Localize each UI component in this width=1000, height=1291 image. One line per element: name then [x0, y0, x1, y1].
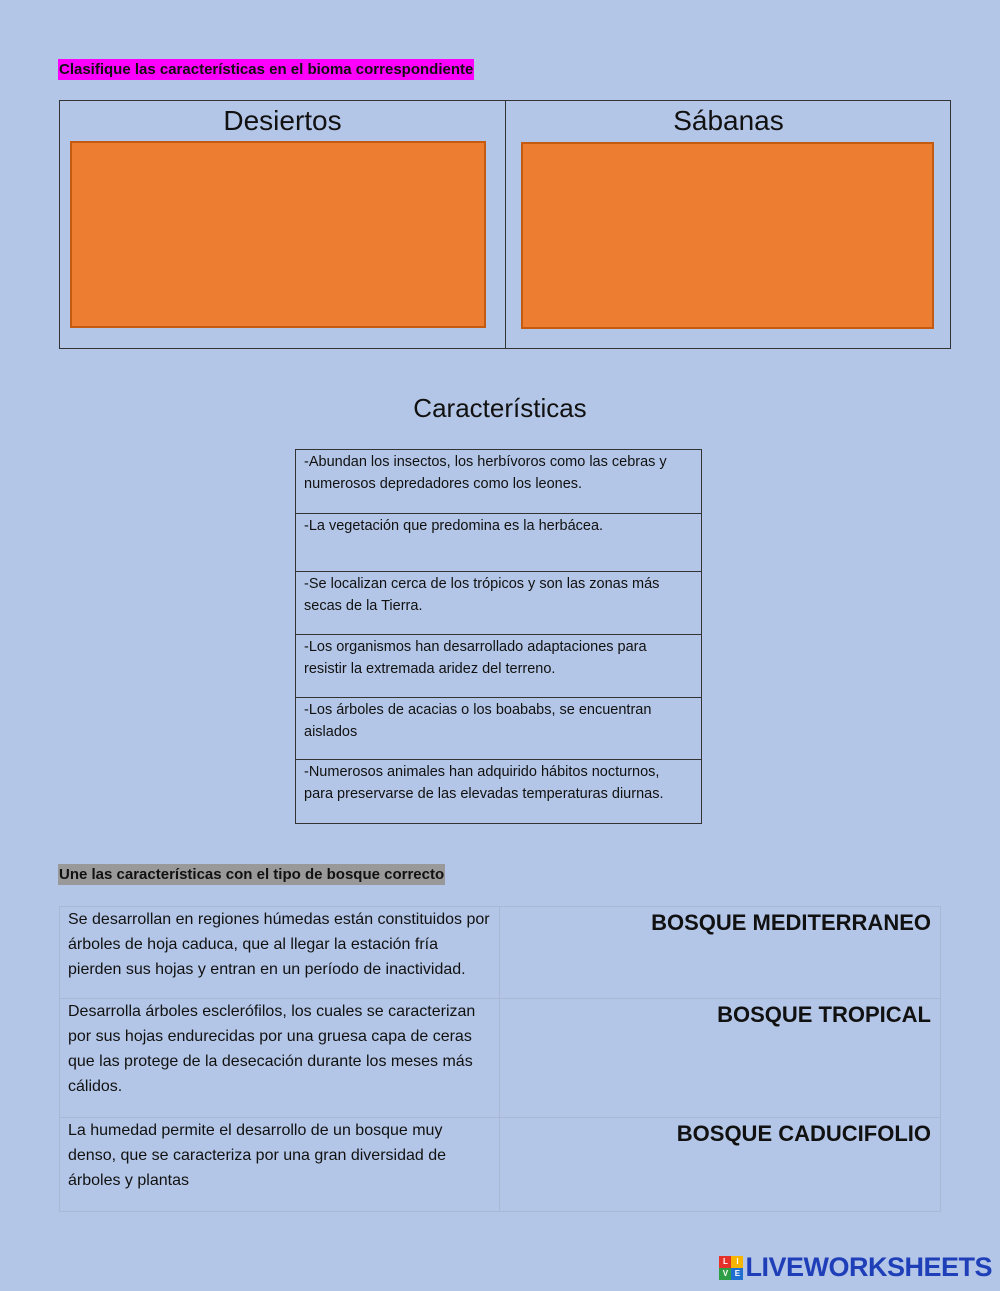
forest-instruction: Une las características con el tipo de bosque correcto: [59, 866, 445, 883]
forest-type-tropical[interactable]: BOSQUE TROPICAL: [717, 1002, 931, 1027]
biome-table: [59, 100, 951, 349]
forest-row: [60, 1118, 940, 1212]
characteristics-heading: Características: [413, 393, 587, 423]
characteristic-item[interactable]: -Los árboles de acacias o los boababs, se encuentran aislados: [296, 698, 701, 760]
characteristic-item[interactable]: -Numerosos animales han adquirido hábitos nocturnos, para preservarse de las elevadas temperaturas diurnas.: [304, 764, 664, 802]
dropzone-desiertos[interactable]: [70, 141, 486, 328]
characteristic-item[interactable]: -La vegetación que predomina es la herbácea.: [296, 514, 701, 572]
forest-description: Se desarrollan en regiones húmedas están constituidos por árboles de hoja caduca, que al llegar la estación fría pierden sus hojas y entran en un período de inactividad.: [60, 907, 500, 998]
dropzone-sabanas[interactable]: [521, 142, 934, 329]
biome-title-sabanas: Sábanas: [673, 105, 784, 136]
forest-match-table: [59, 906, 941, 1212]
characteristic-item[interactable]: -Los organismos han desarrollado adaptaciones para resistir la extremada aridez del terreno.: [296, 635, 701, 698]
forest-type-caducifolio[interactable]: BOSQUE CADUCIFOLIO: [676, 1121, 931, 1146]
logo-text: LIVEWORKSHEETS: [745, 1252, 992, 1282]
forest-row: [60, 999, 940, 1118]
logo-letter-v: V: [719, 1268, 731, 1280]
liveworksheets-logo: [719, 1252, 992, 1283]
logo-letter-i: I: [731, 1256, 743, 1268]
forest-row: [60, 907, 940, 999]
logo-letter-e: E: [731, 1268, 743, 1280]
forest-description: La humedad permite el desarrollo de un bosque muy denso, que se caracteriza por una gran diversidad de árboles y plantas: [60, 1118, 500, 1211]
biome-title-desiertos: Desiertos: [223, 105, 342, 136]
characteristic-item[interactable]: -Abundan los insectos, los herbívoros como las cebras y numerosos depredadores como los leones.: [296, 450, 701, 514]
biome-instruction: Clasifique las características en el bioma correspondiente: [59, 61, 474, 78]
liveworksheets-logo-icon: [719, 1256, 743, 1280]
forest-type-mediterraneo[interactable]: BOSQUE MEDITERRANEO: [651, 910, 931, 935]
logo-letter-l: L: [719, 1256, 731, 1268]
characteristics-list: [295, 449, 702, 824]
biome-divider: [505, 101, 506, 348]
forest-description: Desarrolla árboles esclerófilos, los cuales se caracterizan por sus hojas endurecidas por una gruesa capa de ceras que las protege de la desecación durante los meses más cálidos.: [60, 999, 500, 1117]
characteristic-item[interactable]: -Se localizan cerca de los trópicos y son las zonas más secas de la Tierra.: [296, 572, 701, 635]
